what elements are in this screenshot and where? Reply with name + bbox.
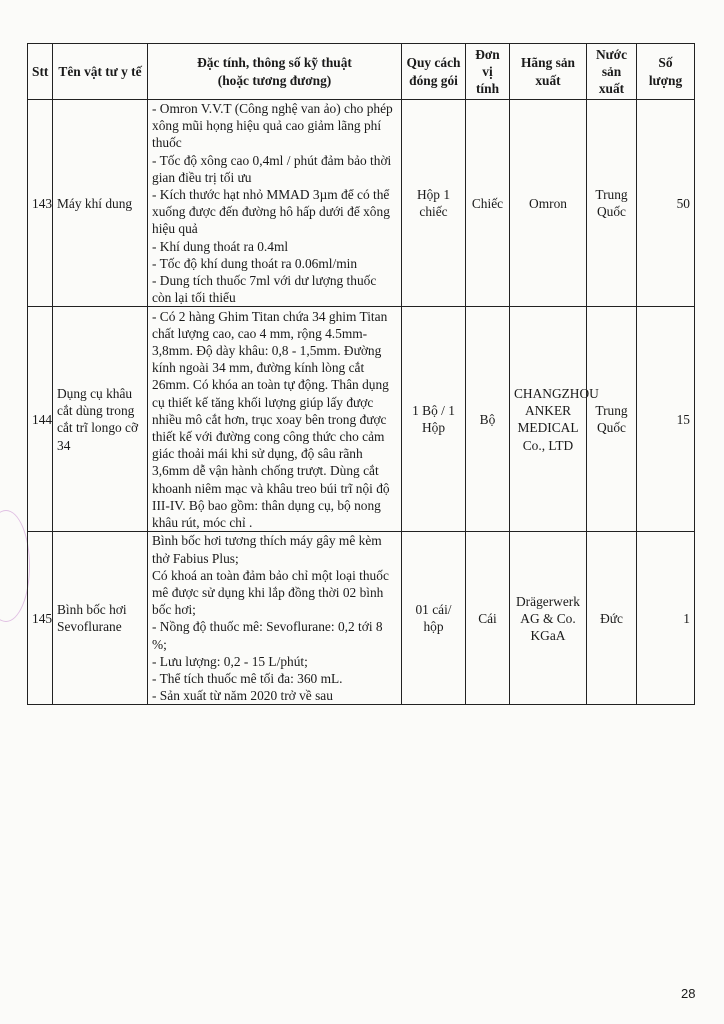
table-row bbox=[28, 100, 695, 307]
spec-line: - Omron V.V.T (Công nghệ van ảo) cho phép xông mũi họng hiệu quả cao giảm lãng phí thuốc bbox=[152, 101, 393, 151]
row-spec bbox=[148, 307, 402, 532]
row-maker: Omron bbox=[510, 100, 587, 307]
spec-line: - Lưu lượng: 0,2 - 15 L/phút; bbox=[152, 653, 308, 669]
row-name: Máy khí dung bbox=[53, 100, 148, 307]
header-spec bbox=[148, 44, 402, 100]
header-stt: Stt bbox=[28, 44, 53, 100]
header-pack: Quy cách đóng gói bbox=[402, 44, 466, 100]
row-spec bbox=[148, 532, 402, 705]
row-stt: 144 bbox=[28, 307, 53, 532]
row-pack: 1 Bộ / 1 Hộp bbox=[402, 307, 466, 532]
header-qty: Số lượng bbox=[637, 44, 695, 100]
spec-line: - Dung tích thuốc 7ml với dư lượng thuốc còn lại tối thiểu bbox=[152, 273, 377, 306]
page-number: 28 bbox=[681, 986, 696, 1001]
supply-table bbox=[27, 43, 695, 705]
row-qty: 1 bbox=[637, 532, 695, 705]
spec-line: - Kích thước hạt nhỏ MMAD 3µm để có thể xuống được đến đường hô hấp dưới để xông hiệu quả bbox=[152, 187, 390, 237]
table-row bbox=[28, 307, 695, 532]
spec-line: - Sản xuất từ năm 2020 trở về sau bbox=[152, 688, 333, 704]
row-pack: Hộp 1 chiếc bbox=[402, 100, 466, 307]
header-row bbox=[28, 44, 695, 100]
spec-line: - Thể tích thuốc mê tối đa: 360 mL. bbox=[152, 671, 343, 687]
header-spec-line1: Đặc tính, thông số kỹ thuật bbox=[197, 55, 352, 71]
row-pack: 01 cái/ hộp bbox=[402, 532, 466, 705]
row-stt: 145 bbox=[28, 532, 53, 705]
spec-line: Có khoá an toàn đảm bảo chỉ một loại thuốc mê được sử dụng khi lắp đồng thời 02 bình bốc hơi; bbox=[152, 567, 389, 618]
row-country: Đức bbox=[587, 532, 637, 705]
row-maker: CHANGZHOU ANKER MEDICAL Co., LTD bbox=[510, 307, 587, 532]
spec-line: Bình bốc hơi tương thích máy gây mê kèm thở Fabius Plus; bbox=[152, 533, 382, 566]
row-unit: Cái bbox=[466, 532, 510, 705]
faded-stamp bbox=[0, 510, 30, 622]
header-country: Nước sản xuất bbox=[587, 44, 637, 100]
spec-line: - Có 2 hàng Ghim Titan chứa 34 ghim Titan chất lượng cao, cao 4 mm, rộng 4.5mm-3,8mm. Độ dày khâu: 0,8 - 1,5mm. Đường kính ngoài 34 mm, đường kính lòng cắt 26mm. Có khóa an toàn tự động. Thân dụng cụ thiết kế tăng khối lượng giúp lấy được nhiều mô cắt hơn, trục xoay bên trong được thiết kế với đường cong công thức cho cảm giác thoải mái khi sử dụng, độ sâu rãnh 3,6mm dễ vận hành chống trượt. Dùng cắt khoanh niêm mạc và khâu treo búi trĩ nội độ III-IV. Bộ bao gồm: thân dụng cụ, bộ nong khâu rút, móc chỉ . bbox=[152, 308, 390, 531]
row-unit: Chiếc bbox=[466, 100, 510, 307]
header-maker: Hãng sản xuất bbox=[510, 44, 587, 100]
row-maker: Drägerwerk AG & Co. KGaA bbox=[510, 532, 587, 705]
row-spec bbox=[148, 100, 402, 307]
spec-line: - Khí dung thoát ra 0.4ml bbox=[152, 238, 289, 254]
table-row bbox=[28, 532, 695, 705]
row-stt: 143 bbox=[28, 100, 53, 307]
spec-line: - Tốc độ xông cao 0,4ml / phút đảm bảo thời gian điều trị tối ưu bbox=[152, 152, 392, 185]
row-unit: Bộ bbox=[466, 307, 510, 532]
row-qty: 15 bbox=[637, 307, 695, 532]
header-spec-line2: (hoặc tương đương) bbox=[217, 72, 332, 88]
row-qty: 50 bbox=[637, 100, 695, 307]
row-name: Dụng cụ khâu cắt dùng trong cắt trĩ longo cỡ 34 bbox=[53, 307, 148, 532]
header-unit: Đơn vị tính bbox=[466, 44, 510, 100]
row-name: Bình bốc hơi Sevoflurane bbox=[53, 532, 148, 705]
spec-line: - Tốc độ khí dung thoát ra 0.06ml/min bbox=[152, 255, 358, 271]
header-name: Tên vật tư y tế bbox=[53, 44, 148, 100]
row-country: Trung Quốc bbox=[587, 100, 637, 307]
spec-line: - Nồng độ thuốc mê: Sevoflurane: 0,2 tới 8 %; bbox=[152, 619, 383, 652]
row-country: Trung Quốc bbox=[587, 307, 637, 532]
